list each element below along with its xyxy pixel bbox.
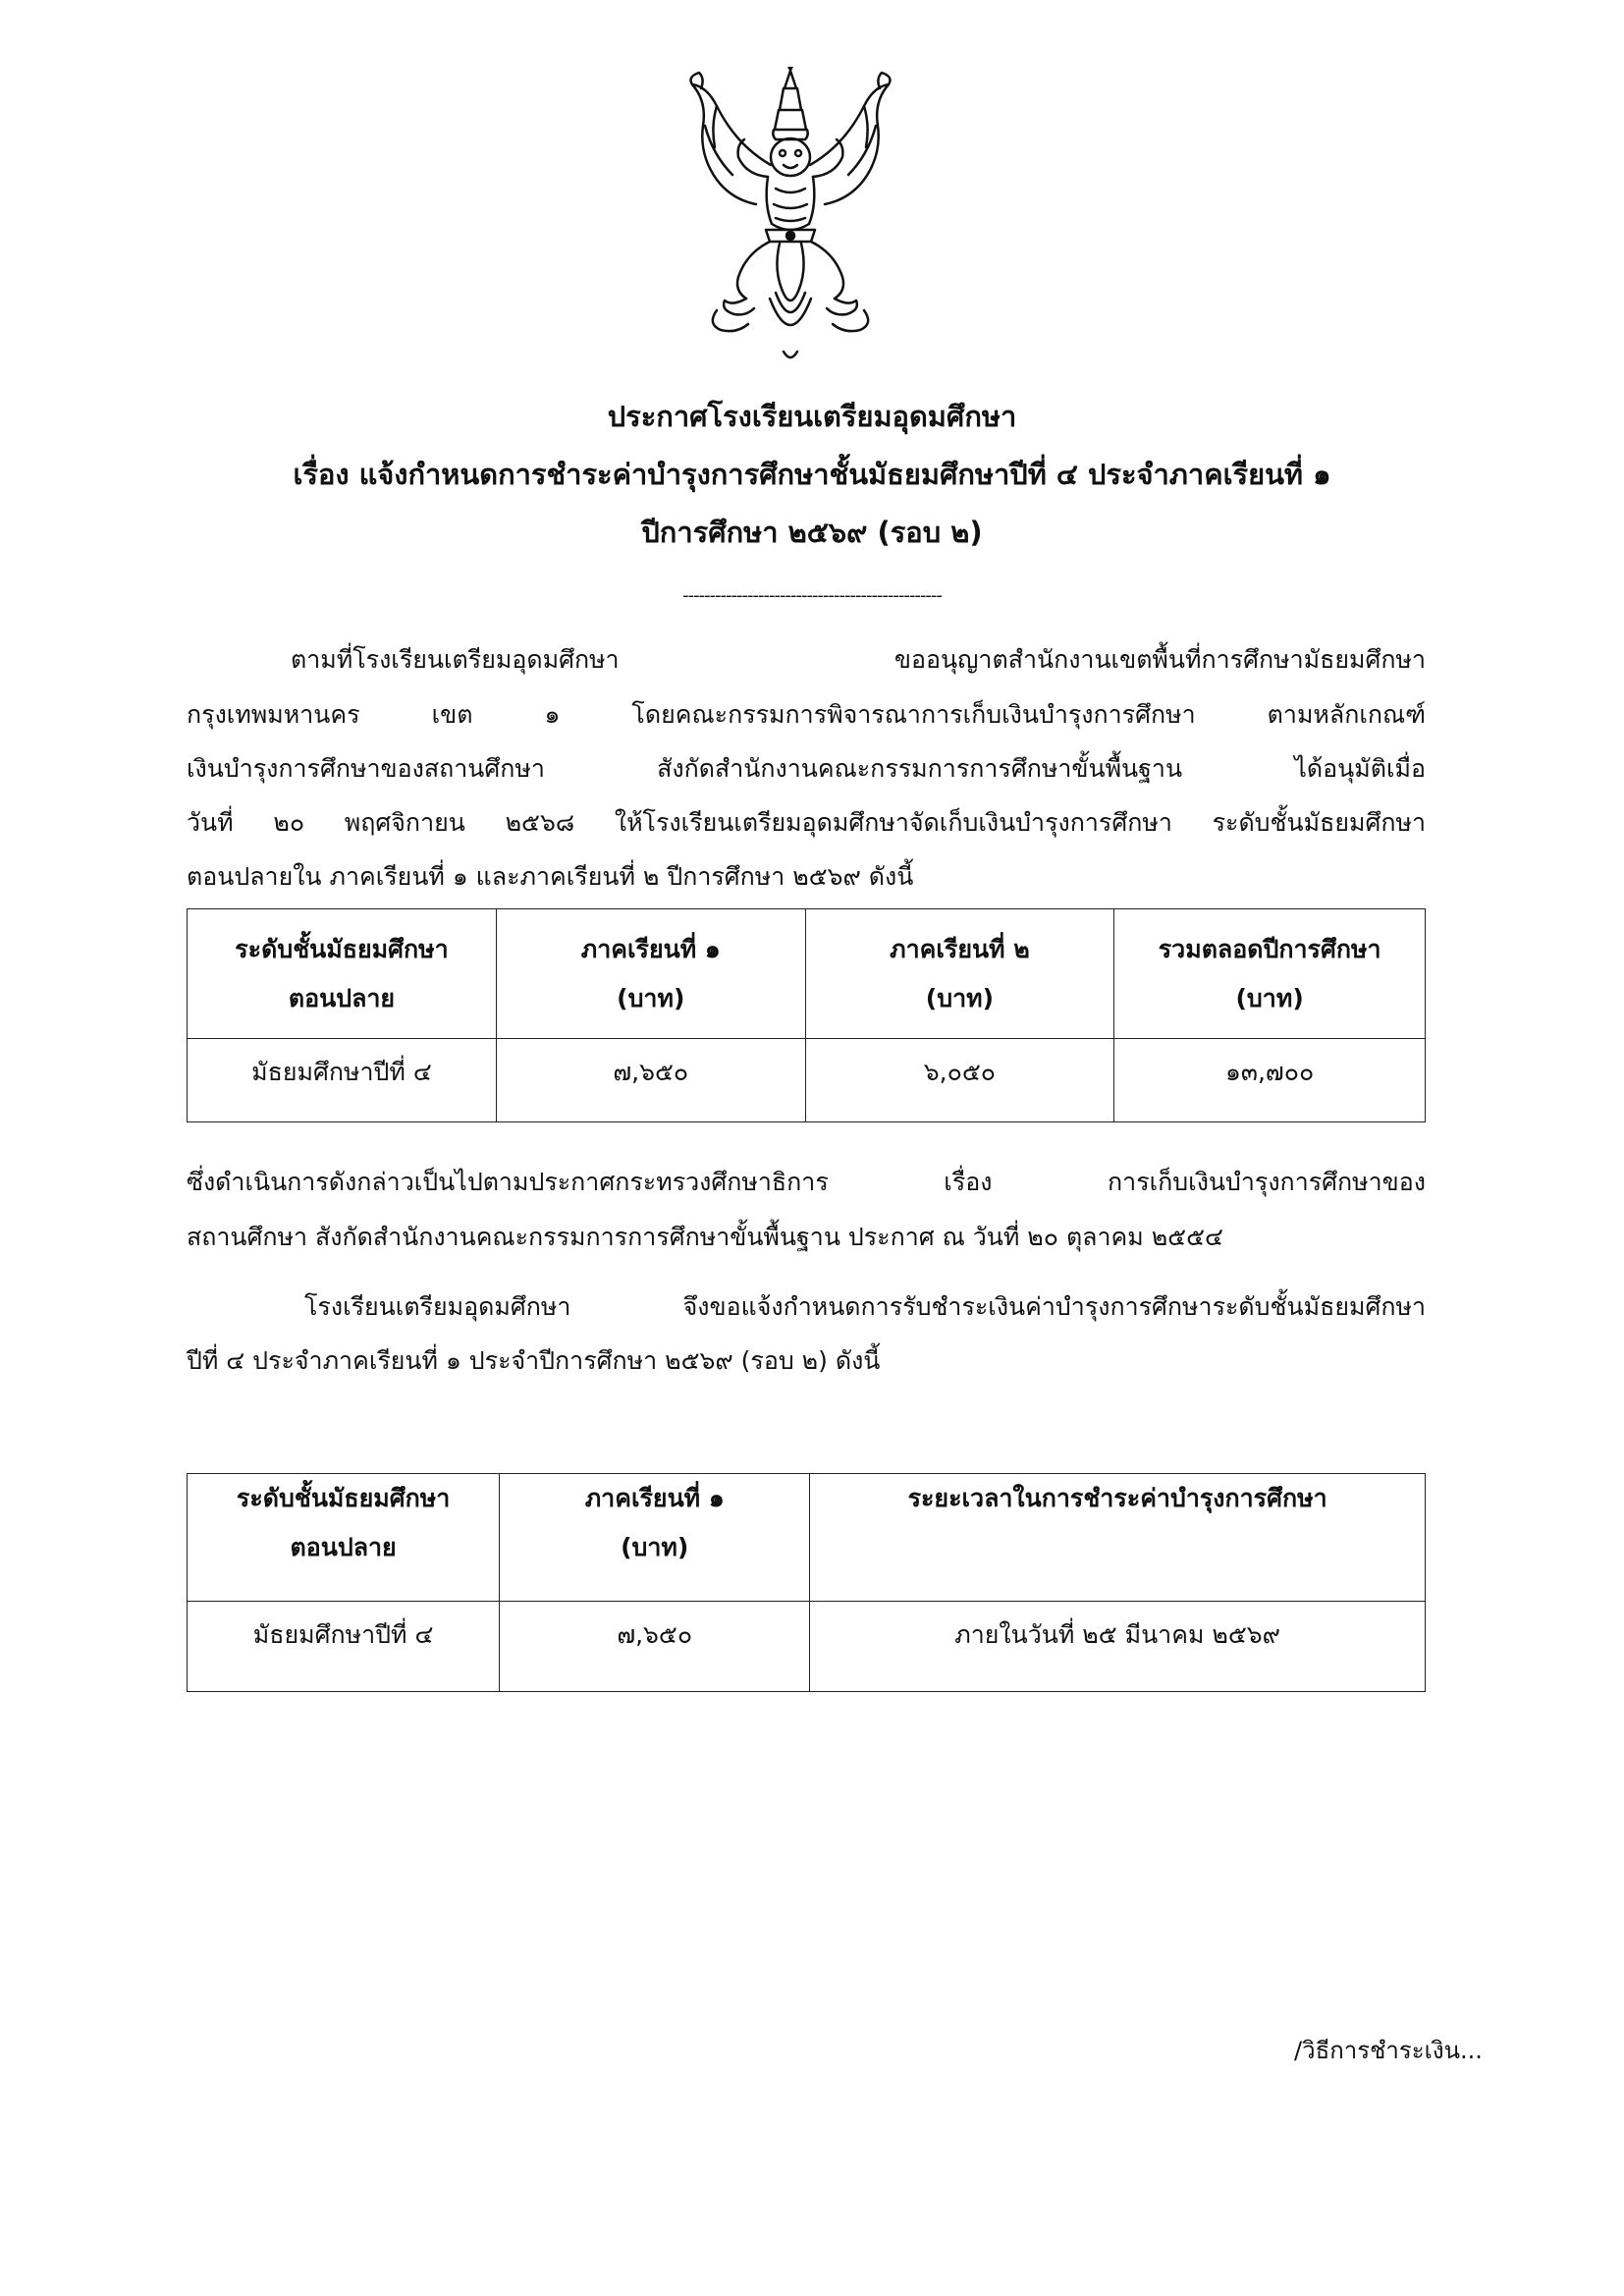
table-cell-total (1114, 1039, 1426, 1122)
level-value: มัธยมศึกษาปีที่ ๔ (251, 1058, 432, 1086)
announcement-title: ประกาศโรงเรียนเตรียมอุดมศึกษา (607, 400, 1017, 433)
garuda-emblem (677, 67, 903, 366)
table-row (188, 1602, 1426, 1692)
paragraph-1-line-3: เงินบำรุงการศึกษาของสถานศึกษา สังกัดสำนักงานคณะกรรมการการศึกษาขั้นพื้นฐาน ได้อนุมัติเมื่อ (187, 754, 1426, 783)
term1-fee: ๗,๖๕๐ (613, 1058, 689, 1086)
header-level-sublabel: ตอนปลาย (290, 1533, 397, 1561)
header-term2-label: ภาคเรียนที่ ๒ (890, 934, 1030, 963)
table-row (188, 1039, 1426, 1122)
table-header-cell (810, 1474, 1426, 1602)
header-term1-unit: (บาท) (621, 1533, 689, 1561)
table-cell-term1 (500, 1602, 810, 1692)
continuation-note: /วิธีการชำระเงิน... (1294, 2037, 1483, 2064)
table-cell-term2 (805, 1039, 1114, 1122)
header-term1-unit: (บาท) (617, 983, 685, 1012)
table-cell-term1 (496, 1039, 805, 1122)
paragraph-3-line-1: โรงเรียนเตรียมอุดมศึกษา จึงขอแจ้งกำหนดการรับชำระเงินค่าบำรุงการศึกษาระดับชั้นมัธยมศึกษา (304, 1292, 1426, 1321)
table-header-cell (805, 909, 1114, 1039)
fee-table-full-year (187, 908, 1426, 1122)
paragraph-1-line-2: กรุงเทพมหานคร เขต ๑ โดยคณะกรรมการพิจารณาการเก็บเงินบำรุงการศึกษา ตามหลักเกณฑ์ (187, 700, 1426, 729)
level-value: มัธยมศึกษาปีที่ ๔ (252, 1620, 434, 1649)
paragraph-1-line-1: ตามที่โรงเรียนเตรียมอุดมศึกษา ขออนุญาตสำนักงานเขตพื้นที่การศึกษามัธยมศึกษา (291, 645, 1426, 674)
header-level-label: ระดับชั้นมัธยมศึกษา (236, 1484, 451, 1512)
paragraph-1-line-4: วันที่ ๒๐ พฤศจิกายน ๒๕๖๘ ให้โรงเรียนเตรียมอุดมศึกษาจัดเก็บเงินบำรุงการศึกษา ระดับชั้นมัธยมศึกษา (187, 808, 1426, 837)
table-header-row (188, 909, 1426, 1039)
header-term2-unit: (บาท) (925, 983, 995, 1012)
header-term1-label: ภาคเรียนที่ ๑ (580, 934, 721, 963)
table-header-cell (500, 1474, 810, 1602)
term1-fee: ๗,๖๕๐ (617, 1620, 693, 1649)
header-payment-period-label: ระยะเวลาในการชำระค่าบำรุงการศึกษา (907, 1484, 1327, 1512)
table-cell-level (188, 1039, 497, 1122)
table-cell-period (810, 1602, 1426, 1692)
table-header-cell (188, 1474, 500, 1602)
title-separator: ------------------------------------------------ (682, 585, 942, 606)
header-term1-label: ภาคเรียนที่ ๑ (584, 1484, 725, 1512)
paragraph-1-line-5: ตอนปลายใน ภาคเรียนที่ ๑ และภาคเรียนที่ ๒ ปีการศึกษา ๒๕๖๙ ดังนี้ (187, 862, 914, 891)
announcement-subject: เรื่อง แจ้งกำหนดการชำระค่าบำรุงการศึกษาชั้นมัธยมศึกษาปีที่ ๔ ประจำภาคเรียนที่ ๑ (293, 458, 1331, 491)
table-header-row (188, 1474, 1426, 1602)
table-header-cell (188, 909, 497, 1039)
table-cell-level (188, 1602, 500, 1692)
header-level-sublabel: ตอนปลาย (288, 983, 396, 1012)
term2-fee: ๖,๐๕๐ (923, 1058, 997, 1086)
paragraph-3-line-2: ปีที่ ๔ ประจำภาคเรียนที่ ๑ ประจำปีการศึกษา ๒๕๖๙ (รอบ ๒) ดังนี้ (187, 1346, 881, 1375)
paragraph-2-line-2: สถานศึกษา สังกัดสำนักงานคณะกรรมการการศึกษาขั้นพื้นฐาน ประกาศ ณ วันที่ ๒๐ ตุลาคม ๒๕๕๔ (187, 1223, 1223, 1251)
payment-deadline: ภายในวันที่ ๒๕ มีนาคม ๒๕๖๙ (954, 1620, 1280, 1649)
paragraph-2-line-1: ซึ่งดำเนินการดังกล่าวเป็นไปตามประกาศกระทรวงศึกษาธิการ เรื่อง การเก็บเงินบำรุงการศึกษาของ (187, 1168, 1426, 1196)
total-fee: ๑๓,๗๐๐ (1225, 1058, 1315, 1086)
header-total-unit: (บาท) (1235, 983, 1304, 1012)
table-header-cell (1114, 909, 1426, 1039)
table-header-cell (496, 909, 805, 1039)
fee-table-payment-period (187, 1473, 1426, 1692)
announcement-academic-year: ปีการศึกษา ๒๕๖๙ (รอบ ๒) (641, 516, 983, 549)
header-total-label: รวมตลอดปีการศึกษา (1158, 934, 1381, 963)
header-level-label: ระดับชั้นมัธยมศึกษา (235, 934, 449, 963)
